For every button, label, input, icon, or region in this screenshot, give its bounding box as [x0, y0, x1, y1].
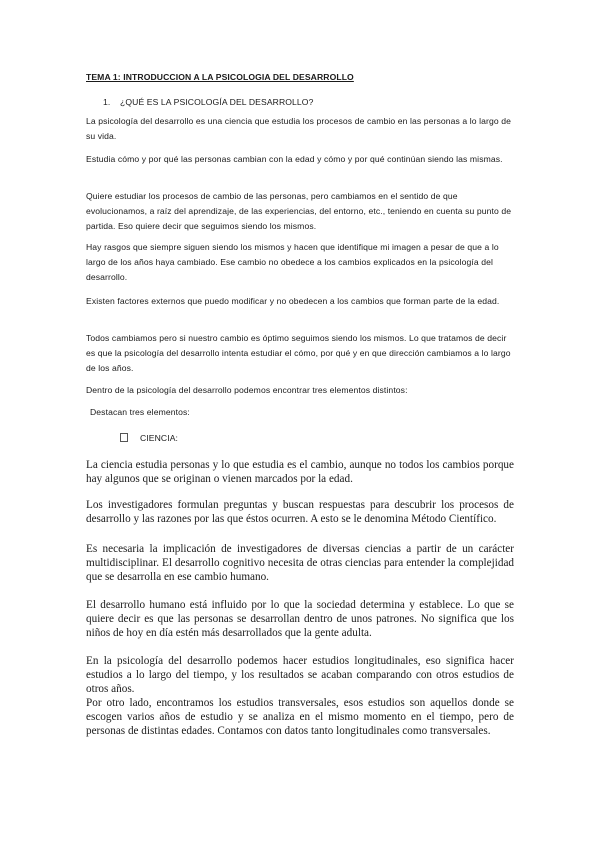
bullet-icon — [120, 433, 128, 442]
document-title: TEMA 1: INTRODUCCION A LA PSICOLOGIA DEL DESARROLLO — [86, 72, 354, 82]
paragraph-3: Quiere estudiar los procesos de cambio de las personas, pero cambiamos en el sentido de que evolucionamos, a raíz del aprendizaje, de las experiencias, del entorno, etc., teniendo en cuenta su punto de partida. Eso quiere decir que seguimos siendo los mismos. — [86, 191, 512, 231]
serif-paragraph-3: Es necesaria la implicación de investigadores de diversas ciencias a partir de un carácter multidisciplinar. El desarrollo cognitivo necesita de otras ciencias para entender la complejidad que se desarrolla en ese cambio humano. — [86, 543, 514, 583]
paragraph-4: Hay rasgos que siempre siguen siendo los mismos y hacen que identifique mi imagen a pesar de que a lo largo de los años haya cambiado. Ese cambio no obedece a los cambios explicados en la psicología del desarrollo. — [86, 242, 499, 282]
paragraph-6: Todos cambiamos pero si nuestro cambio es óptimo seguimos siendo los mismos. Lo que tratamos de decir es que la psicología del desarrollo intenta estudiar el cómo, por qué y en que dirección cambiamos a lo largo de los años. — [86, 333, 511, 373]
paragraph-1: La psicología del desarrollo es una ciencia que estudia los procesos de cambio en las personas a lo largo de su vida. — [86, 116, 511, 141]
serif-paragraph-2: Los investigadores formulan preguntas y buscan respuestas para descubrir los procesos de desarrollo y las razones por las que éstos ocurren. A esto se le denomina Método Científico. — [86, 499, 514, 525]
bullet-label: CIENCIA: — [140, 433, 179, 443]
paragraph-5: Existen factores externos que puedo modificar y no obedecen a los cambios que forman parte de la edad. — [86, 296, 500, 306]
serif-paragraph-4: El desarrollo humano está influido por lo que la sociedad determina y establece. Lo que se quiere decir es que las personas se desarrollan dentro de unos patrones. No significa que los niños de hoy en día estén más desarrollados que la gente adulta. — [86, 599, 514, 639]
paragraph-2: Estudia cómo y por qué las personas cambian con la edad y cómo y por qué continúan siendo las mismas. — [86, 154, 503, 164]
section-title: ¿QUÉ ES LA PSICOLOGÍA DEL DESARROLLO? — [120, 97, 314, 107]
bullet-item — [120, 431, 178, 446]
paragraph-7: Dentro de la psicología del desarrollo podemos encontrar tres elementos distintos: — [86, 385, 408, 395]
section-heading — [103, 95, 313, 110]
serif-paragraph-6: Por otro lado, encontramos los estudios transversales, esos estudios son aquellos donde se escogen varios años de estudio y se analiza en el mismo momento en el tiempo, pero de personas de distintas edades. Contamos con datos tanto longitudinales como transversales. — [86, 697, 514, 737]
section-number: 1. — [103, 97, 111, 107]
paragraph-8: Destacan tres elementos: — [90, 407, 190, 417]
serif-paragraph-5: En la psicología del desarrollo podemos hacer estudios longitudinales, eso significa hacer estudios a lo largo del tiempo, y los resultados se acaban comparando con otros estudios de otros años. — [86, 655, 514, 695]
serif-paragraph-1: La ciencia estudia personas y lo que estudia es el cambio, aunque no todos los cambios porque hay algunos que se originan o vienen marcados por la edad. — [86, 459, 514, 485]
